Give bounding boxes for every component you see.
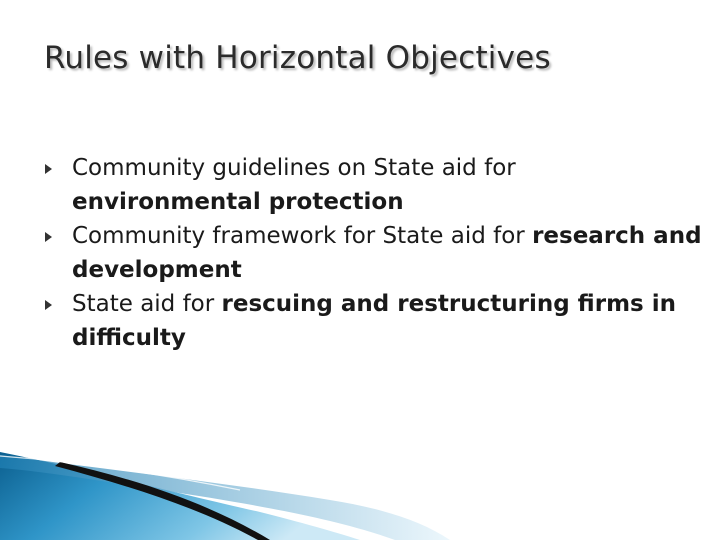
bullet-text-lead: Community guidelines on State aid for	[72, 155, 516, 181]
bullet-text-emphasis: research and development	[72, 223, 702, 283]
slide-title: Rules with Horizontal Objectives	[44, 40, 551, 76]
bullet-text-lead: Community framework for State aid for	[72, 223, 533, 249]
wave-blue-band	[0, 452, 360, 540]
bullet-text-lead: State aid for	[72, 291, 222, 317]
bullet-item-research	[44, 219, 704, 287]
triangle-right-icon	[45, 164, 52, 174]
triangle-right-icon	[45, 300, 52, 310]
wave-highlight-line	[0, 456, 240, 490]
bullet-text-emphasis: environmental protection	[72, 189, 404, 215]
bullet-item-rescuing	[44, 287, 704, 355]
bullet-item-environmental	[44, 151, 704, 219]
wave-light-swoosh	[0, 455, 450, 540]
bullet-list	[44, 151, 704, 355]
bullet-text-emphasis: rescuing and restructuring firms in difficulty	[72, 291, 676, 351]
triangle-right-icon	[45, 232, 52, 242]
wave-dark-line	[55, 462, 270, 540]
